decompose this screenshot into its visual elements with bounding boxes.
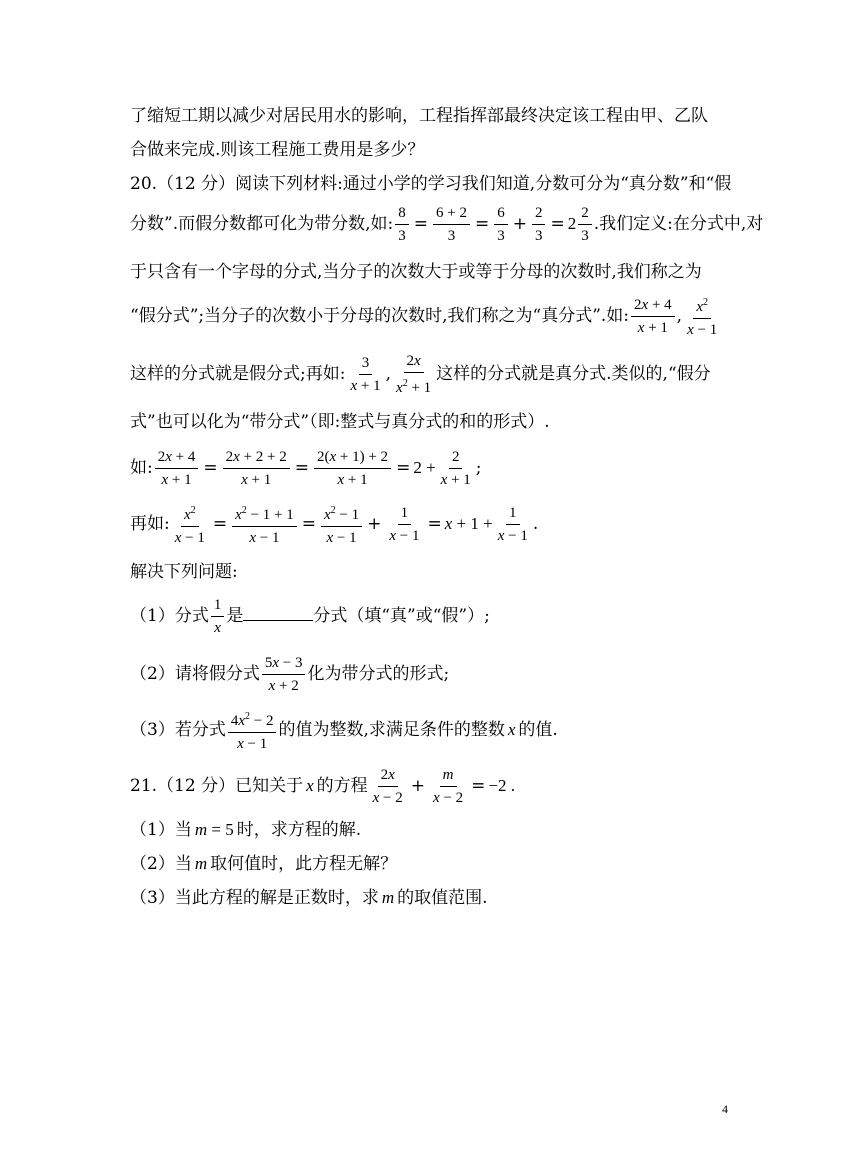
q20-line-5: 这样的分式就是假分式;再如: $\frac{3}{x + 1}$ , $\frac{2x}{x^2 + 1}$ 这样的分式就是真分式.类似的,“假分 — [130, 353, 711, 396]
fraction: $\frac{2}{3}$ — [532, 204, 546, 245]
fraction: $\frac{2x}{x - 2}$ — [372, 767, 403, 806]
q20-heading: 20.（12 分）阅读下列材料:通过小学的学习我们知道,分数可分为“真分数”和“假 — [130, 174, 732, 194]
fraction: $\frac{2x + 4}{x + 1}$ — [631, 296, 675, 337]
q21-part-3: （3）当此方程的解是正数时，求 m 的取值范围. — [130, 888, 488, 908]
fraction: $\frac{8}{3}$ — [395, 204, 409, 245]
page-number: 4 — [722, 1102, 728, 1116]
q21-part-2: （2）当 m 取何值时，此方程无解？ — [130, 854, 398, 874]
text-line-1: 了缩短工期以减少对居民用水的影响，工程指挥部最终决定该工程由甲、乙队 — [130, 106, 708, 126]
fraction: $\frac{2x + 2 + 2}{x + 1}$ — [223, 448, 290, 489]
fraction: $\frac{x^2 - 1 + 1}{x - 1}$ — [232, 502, 297, 547]
text-line-2: 合做来完成.则该工程施工费用是多少？ — [130, 140, 425, 160]
fraction: $\frac{3}{x + 1}$ — [350, 355, 381, 394]
q20-line-6: 式”也可以化为“带分式”（即:整式与真分式的和的形式）. — [130, 412, 550, 432]
fraction: $\frac{6 + 2}{3}$ — [433, 204, 470, 245]
fraction: $\frac{x^2 - 1}{x - 1}$ — [321, 502, 362, 547]
fraction: $\frac{x^2}{x - 1}$ — [172, 502, 208, 547]
fraction: $\frac{x^2}{x - 1}$ — [684, 294, 720, 339]
part-2: （2）请将假分式 $\frac{5x - 3}{x + 2}$ 化为带分式的形式; — [130, 655, 450, 694]
example-2: 再如: $\frac{x^2}{x - 1}$ = $\frac{x^2 - 1 + 1}{x - 1}$ = $\frac{x^2 - 1}{x - 1}$ + $\frac{1}{x - 1}$ = x + 1 + $\frac{1}{x - 1}$ . — [130, 502, 538, 547]
fraction: $\frac{2x}{x^2 + 1}$ — [396, 353, 432, 396]
fraction: $\frac{2x + 4}{x + 1}$ — [155, 448, 199, 489]
part-3: （3）若分式 $\frac{4x^2 - 2}{x - 1}$ 的值为整数,求满足条件的整数 x 的值. — [130, 708, 558, 753]
example-1: 如: $\frac{2x + 4}{x + 1}$ = $\frac{2x + 2 + 2}{x + 1}$ = $\frac{2(x + 1) + 2}{x + 1}$ = 2 + $\frac{2}{x + 1}$ ; — [130, 449, 482, 488]
fraction: $\frac{1}{x}$ — [211, 596, 225, 637]
fraction: $\frac{2}{x + 1}$ — [440, 449, 471, 488]
fraction: $\frac{m}{x - 2}$ — [433, 767, 464, 806]
q20-line-3: 于只含有一个字母的分式,当分子的次数大于或等于分母的次数时,我们称之为 — [130, 262, 702, 282]
fraction: $\frac{1}{x - 1}$ — [389, 505, 420, 544]
q21-part-1: （1）当 m = 5 时，求方程的解. — [130, 820, 362, 840]
q20-line-4: “假分式”;当分子的次数小于分母的次数时,我们称之为“真分式”.如: $\frac{2x + 4}{x + 1}$ , $\frac{x^2}{x - 1}$ — [130, 294, 722, 339]
q21-heading: 21.（12 分）已知关于 x 的方程 $\frac{2x}{x - 2}$ + $\frac{m}{x - 2}$ = −2 . — [130, 767, 515, 806]
fraction: $\frac{6}{3}$ — [494, 204, 508, 245]
q20-line-2: 分数”.而假分数都可化为带分数,如: $\frac{8}{3}$ = $\frac{6 + 2}{3}$ = $\frac{6}{3}$ + $\frac{2}{3}$ = 2 $\frac{2}{3}$ .我们定义:在分式中,对 — [130, 205, 764, 244]
part-1: （1）分式 $\frac{1}{x}$ 是 分式（填“真”或“假”）; — [130, 597, 490, 636]
answer-blank[interactable] — [243, 606, 313, 621]
fraction: $\frac{2}{3}$ — [578, 204, 592, 245]
solve-heading: 解决下列问题: — [130, 562, 238, 582]
fraction: $\frac{2(x + 1) + 2}{x + 1}$ — [314, 448, 391, 489]
fraction: $\frac{1}{x - 1}$ — [497, 505, 528, 544]
fraction: $\frac{5x - 3}{x + 2}$ — [262, 654, 306, 695]
fraction: $\frac{4x^2 - 2}{x - 1}$ — [228, 708, 277, 753]
